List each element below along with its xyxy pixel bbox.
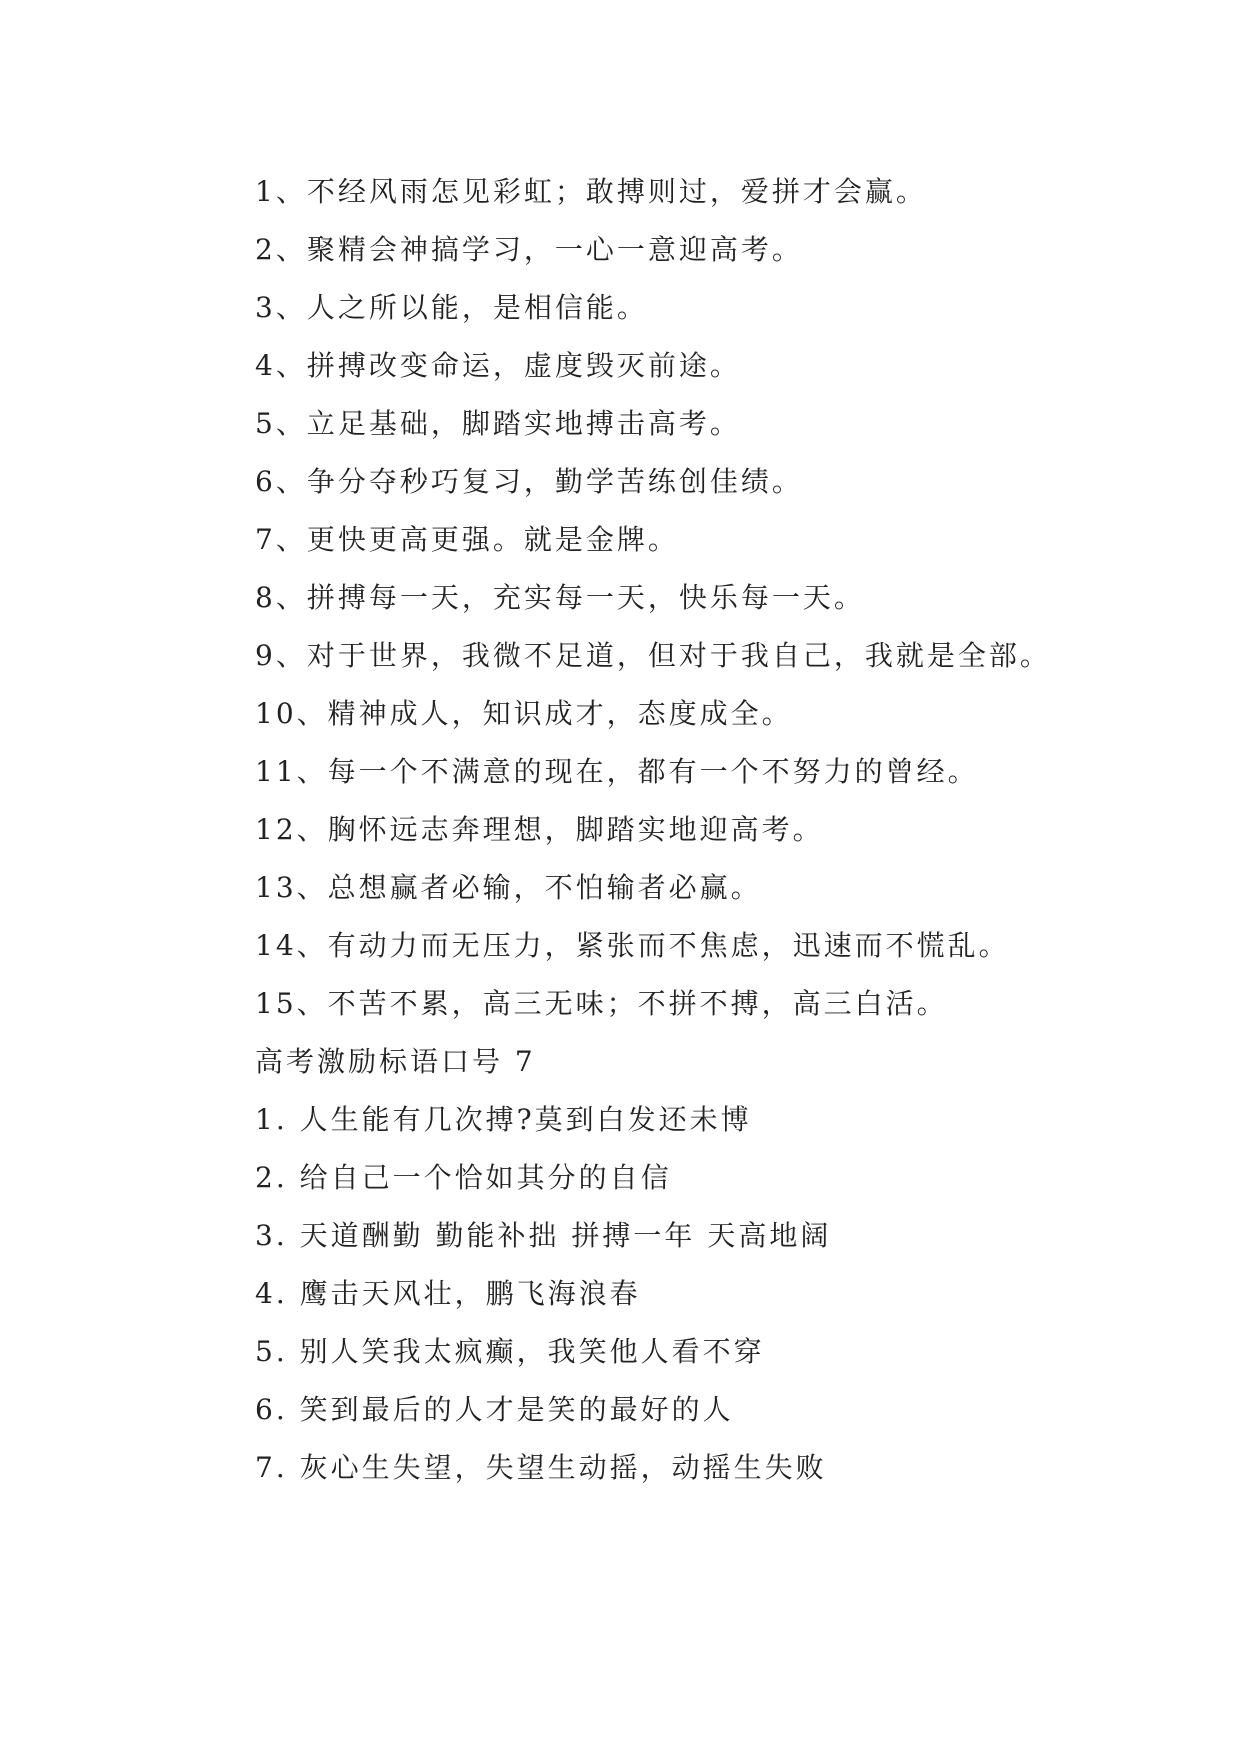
list-item-1: 1. 人生能有几次搏?莫到白发还未博 — [255, 1103, 752, 1136]
list-item-4: 4. 鹰击天风壮，鹏飞海浪春 — [255, 1277, 641, 1310]
paragraph-11: 11、每一个不满意的现在，都有一个不努力的曾经。 — [255, 755, 979, 788]
paragraph-7: 7、更快更高更强。就是金牌。 — [255, 523, 679, 556]
paragraph-12: 12、胸怀远志奔理想，脚踏实地迎高考。 — [255, 813, 824, 846]
paragraph-6: 6、争分夺秒巧复习，勤学苦练创佳绩。 — [255, 465, 803, 498]
paragraph-14: 14、有动力而无压力，紧张而不焦虑，迅速而不慌乱。 — [255, 929, 1010, 962]
list-item-5: 5. 别人笑我太疯癫，我笑他人看不穿 — [255, 1335, 765, 1368]
paragraph-1: 1、不经风雨怎见彩虹；敢搏则过，爱拼才会赢。 — [255, 175, 927, 208]
paragraph-3: 3、人之所以能，是相信能。 — [255, 291, 648, 324]
paragraph-10: 10、精神成人，知识成才，态度成全。 — [255, 697, 793, 730]
paragraph-2: 2、聚精会神搞学习，一心一意迎高考。 — [255, 233, 803, 266]
list-item-2: 2. 给自己一个恰如其分的自信 — [255, 1161, 672, 1194]
document-body — [187, 163, 1067, 1497]
paragraph-9: 9、对于世界，我微不足道，但对于我自己，我就是全部。 — [255, 639, 1051, 672]
list-item-6: 6. 笑到最后的人才是笑的最好的人 — [255, 1393, 734, 1426]
paragraph-13: 13、总想赢者必输，不怕输者必赢。 — [255, 871, 762, 904]
paragraph-4: 4、拼搏改变命运，虚度毁灭前途。 — [255, 349, 741, 382]
paragraph-5: 5、立足基础，脚踏实地搏击高考。 — [255, 407, 741, 440]
list-item-3: 3. 天道酬勤 勤能补拙 拼搏一年 天高地阔 — [255, 1219, 832, 1252]
section-heading: 高考激励标语口号 7 — [255, 1045, 536, 1078]
paragraph-8: 8、拼搏每一天，充实每一天，快乐每一天。 — [255, 581, 865, 614]
paragraph-15: 15、不苦不累，高三无味；不拼不搏，高三白活。 — [255, 987, 948, 1020]
list-item-7: 7. 灰心生失望，失望生动摇，动摇生失败 — [255, 1451, 827, 1484]
